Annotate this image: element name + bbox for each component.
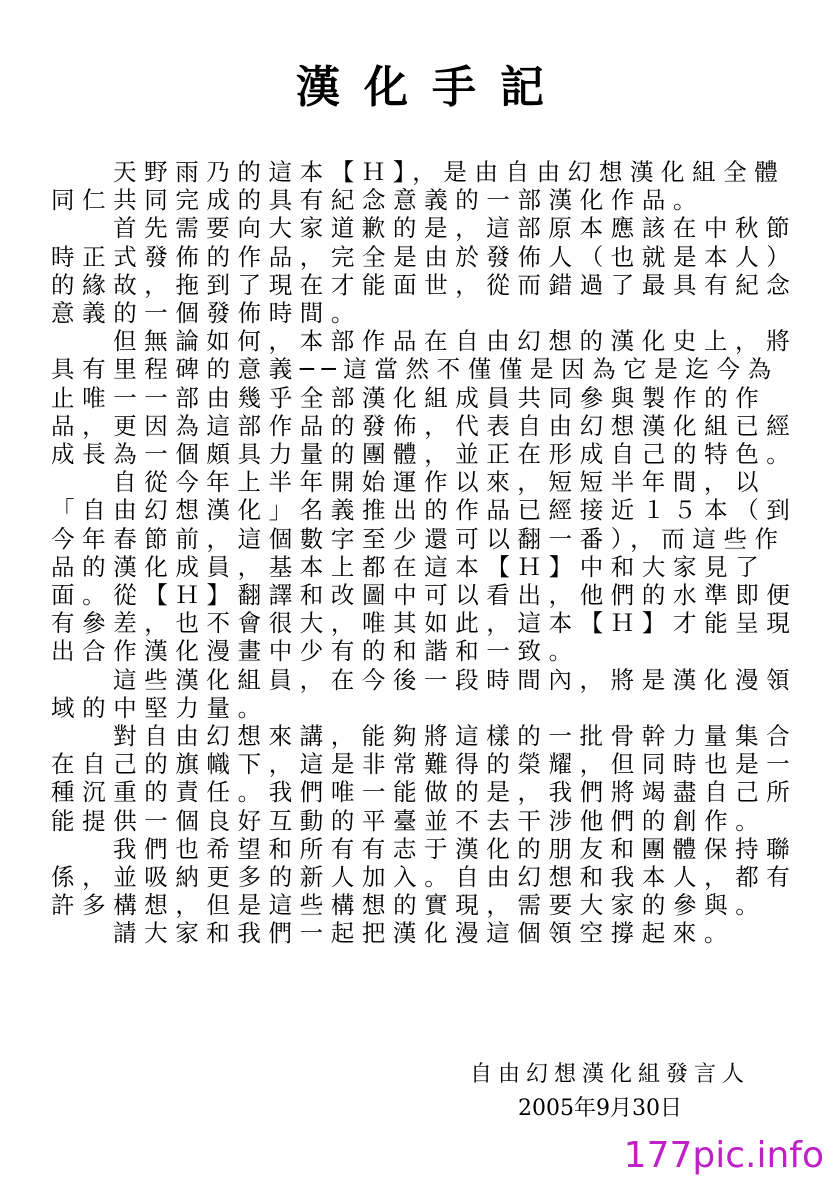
page-title: 漢化手記 [296, 62, 568, 113]
paragraph: 自從今年上半年開始運作以來，短短半年間，以「自由幻想漢化」名義推出的作品已經接近１５本（到今年春節前，這個數字至少還可以翻一番），而這些作品的漢化成員，基本上都在這本【Ｈ】中和大家見了面。從【Ｈ】翻譯和改圖中可以看出，他們的水準即便有參差，也不會很大，唯其如此，這本【Ｈ】才能呈現出合作漢化漫畫中少有的和諧和一致。 [51, 468, 798, 666]
body-text [51, 158, 803, 948]
paragraph: 請大家和我們一起把漢化漫這個領空撐起來。 [113, 919, 735, 948]
paragraph: 對自由幻想來講，能夠將這樣的一批骨幹力量集合在自己的旗幟下，這是非常難得的榮耀，但同時也是一種沉重的責任。我們唯一能做的是，我們將竭盡自己所能提供一個良好互動的平臺並不去干涉他們的創作。 [51, 722, 798, 835]
paragraph: 首先需要向大家道歉的是，這部原本應該在中秋節時正式發佈的作品，完全是由於發佈人（也就是本人）的緣故，拖到了現在才能面世，從而錯過了最具有紀念意義的一個發佈時間。 [51, 214, 798, 328]
signature-date: 2005年9月30日 [518, 1096, 682, 1121]
paragraph: 但無論如何，本部作品在自由幻想的漢化史上，將具有里程碑的意義──這當然不僅僅是因為它是迄今為止唯一一部由幾乎全部漢化組成員共同參與製作的作品，更因為這部作品的發佈，代表自由幻想漢化組已經成長為一個頗具力量的團體，並正在形成自己的特色。 [51, 327, 798, 469]
signature-author: 自由幻想漢化組發言人 [470, 1062, 751, 1087]
paragraph: 天野雨乃的這本【Ｈ】，是由自由幻想漢化組全體同仁共同完成的具有紀念意義的一部漢化作品。 [51, 158, 786, 215]
paragraph: 我們也希望和所有有志于漢化的朋友和團體保持聯係，並吸納更多的新人加入。自由幻想和我本人，都有許多構想，但是這些構想的實現，需要大家的參與。 [51, 834, 798, 920]
watermark-text: 177pic.info [623, 1135, 824, 1176]
signature-block [470, 1058, 790, 1126]
paragraph: 這些漢化組員，在今後一段時間內，將是漢化漫領域的中堅力量。 [51, 665, 798, 722]
